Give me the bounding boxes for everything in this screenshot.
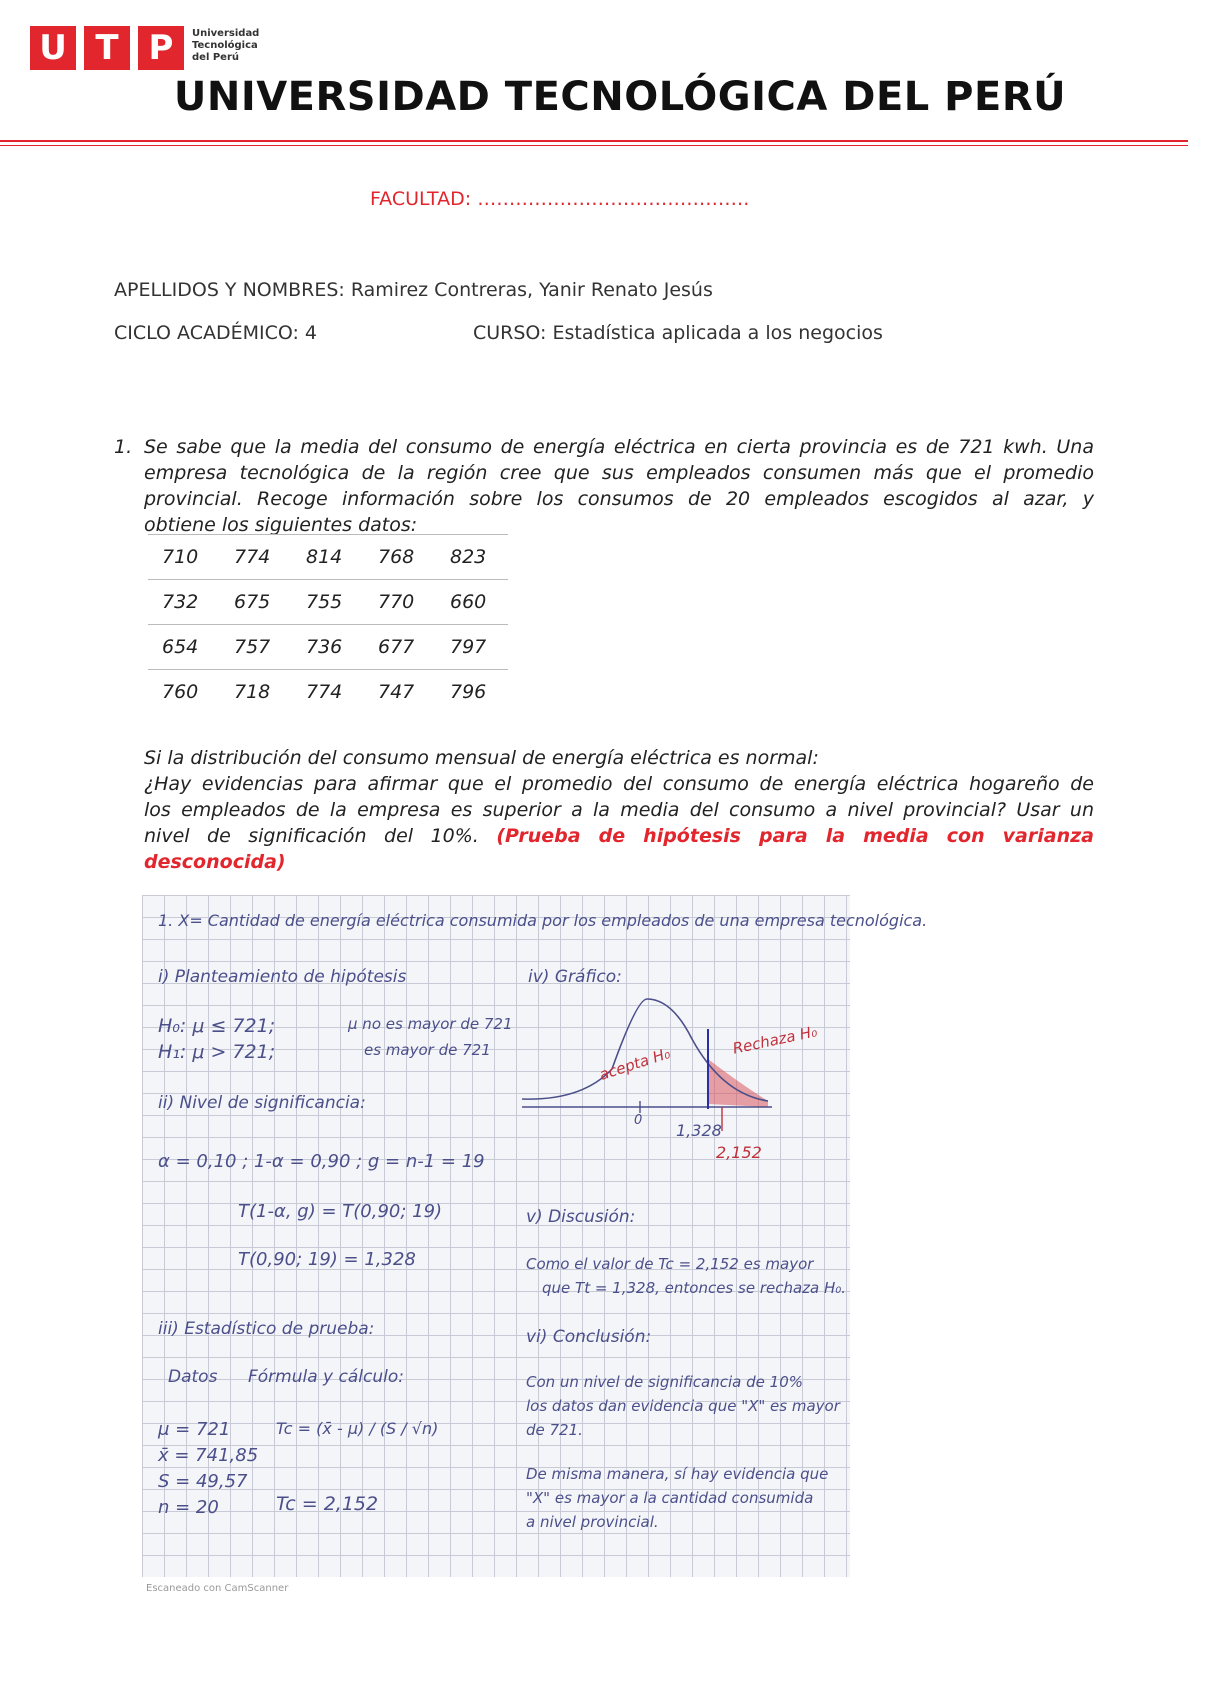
facultad-field: FACULTAD: ……………………………………. [370, 188, 750, 210]
table-cell: 796 [436, 670, 508, 715]
logo-letter-p: P [138, 26, 184, 70]
question-line: provincial. Recoge información sobre los consumos de 20 empleados escogidos al azar, y [144, 488, 1094, 510]
hw-section-5: v) Discusión: [526, 1207, 636, 1227]
hw-t-value: T(0,90; 19) = 1,328 [238, 1249, 416, 1270]
hw-zero: 0 [634, 1113, 643, 1128]
question-line: obtiene los siguientes datos: [144, 514, 418, 536]
hw-tc-mark: 2,152 [716, 1143, 762, 1162]
table-cell: 732 [148, 580, 220, 625]
scanner-footer: Escaneado con CamScanner [146, 1583, 289, 1594]
hw-section-6: vi) Conclusión: [526, 1327, 652, 1347]
hw-discussion: que Tt = 1,328, entonces se rechaza H₀. [542, 1279, 847, 1297]
table-row [148, 625, 508, 670]
hw-alpha: α = 0,10 ; 1-α = 0,90 ; g = n-1 = 19 [158, 1151, 485, 1172]
hw-section-3: iii) Estadístico de prueba: [158, 1319, 375, 1339]
hw-section-2: ii) Nivel de significancia: [158, 1093, 366, 1113]
hw-conclusion: Con un nivel de significancia de 10% [526, 1373, 803, 1391]
test-type-label-2: desconocida) [144, 851, 286, 873]
header-rule-top [0, 140, 1188, 142]
logo-letter-u: U [30, 26, 76, 70]
hw-section-4: iv) Gráfico: [528, 967, 622, 987]
hw-xbar: x̄ = 741,85 [158, 1445, 259, 1466]
table-cell: 797 [436, 625, 508, 670]
hw-title: 1. X= Cantidad de energía eléctrica consumida por los empleados de una empresa tecnológica. [158, 911, 928, 930]
table-cell: 747 [364, 670, 436, 715]
hw-h0-note: μ no es mayor de 721 [348, 1015, 513, 1033]
question-line-last: nivel de significación del 10%. (Prueba de hipótesis para la media con varianza [144, 825, 1094, 847]
table-cell: 710 [148, 535, 220, 580]
hw-crit: 1,328 [676, 1121, 722, 1140]
logo-letter-t: T [84, 26, 130, 70]
hw-conclusion: "X" es mayor a la cantidad consumida [526, 1489, 814, 1507]
hw-discussion: Como el valor de Tc = 2,152 es mayor [526, 1255, 814, 1273]
handwritten-solution-photo [142, 895, 928, 1577]
hw-h0: H₀: μ ≤ 721; [158, 1015, 276, 1037]
question-line: ¿Hay evidencias para afirmar que el promedio del consumo de energía eléctrica hogareño de [144, 773, 1094, 795]
table-cell: 677 [364, 625, 436, 670]
table-cell: 755 [292, 580, 364, 625]
hw-conclusion: los datos dan evidencia que "X" es mayor [526, 1397, 840, 1415]
hw-mu: μ = 721 [158, 1419, 231, 1440]
hw-rechaza: Rechaza H₀ [731, 1022, 819, 1058]
hw-section-1: i) Planteamiento de hipótesis [158, 967, 407, 987]
hw-datos: Datos [168, 1367, 218, 1387]
table-row [148, 670, 508, 715]
hw-conclusion: De misma manera, sí hay evidencia que [526, 1465, 829, 1483]
question-line: Se sabe que la media del consumo de energía eléctrica en cierta provincia es de 721 kwh. Una [144, 436, 1094, 458]
table-cell: 774 [220, 535, 292, 580]
hw-formula: Fórmula y cálculo: [248, 1367, 404, 1387]
table-cell: 718 [220, 670, 292, 715]
course-name: CURSO: Estadística aplicada a los negocios [473, 322, 883, 344]
hw-conclusion: de 721. [526, 1421, 583, 1439]
hw-tc-value: Tc = 2,152 [276, 1493, 379, 1515]
university-title: UNIVERSIDAD TECNOLÓGICA DEL PERÚ [173, 74, 1067, 120]
student-names: APELLIDOS Y NOMBRES: Ramirez Contreras, Yanir Renato Jesús [114, 279, 713, 301]
table-row [148, 580, 508, 625]
table-cell: 774 [292, 670, 364, 715]
question-line: empresa tecnológica de la región cree que sus empleados consumen más que el promedio [144, 462, 1094, 484]
academic-cycle: CICLO ACADÉMICO: 4 [114, 322, 318, 344]
table-cell: 736 [292, 625, 364, 670]
table-cell: 768 [364, 535, 436, 580]
hw-t-expr: T(1-α, g) = T(0,90; 19) [238, 1201, 443, 1222]
hw-conclusion: a nivel provincial. [526, 1513, 659, 1531]
question-line: Si la distribución del consumo mensual de energía eléctrica es normal: [144, 747, 819, 769]
normal-curve-graph [522, 989, 822, 1139]
header-rule-bottom [0, 145, 1188, 146]
hw-acepta: acepta H₀ [597, 1044, 673, 1084]
logo-subtitle: Universidad Tecnológica del Perú [192, 28, 260, 63]
hw-n: n = 20 [158, 1497, 219, 1518]
question-line: los empleados de la empresa es superior a la media del consumo a nivel provincial? Usar un [144, 799, 1094, 821]
table-cell: 757 [220, 625, 292, 670]
data-table [148, 534, 508, 714]
test-type-label: (Prueba de hipótesis para la media con varianza [496, 825, 1094, 847]
hw-s: S = 49,57 [158, 1471, 248, 1492]
question-number: 1. [114, 436, 133, 458]
hw-h1: H₁: μ > 721; [158, 1041, 276, 1063]
utp-logo [30, 26, 260, 72]
table-cell: 770 [364, 580, 436, 625]
table-cell: 660 [436, 580, 508, 625]
table-cell: 654 [148, 625, 220, 670]
table-cell: 675 [220, 580, 292, 625]
table-cell: 823 [436, 535, 508, 580]
table-cell: 760 [148, 670, 220, 715]
hw-tc-formula: Tc = (x̄ - μ) / (S / √n) [276, 1419, 439, 1438]
question-follow-text [144, 745, 1094, 875]
question-text [144, 434, 1094, 538]
table-row [148, 535, 508, 580]
hw-h1-note: es mayor de 721 [364, 1041, 491, 1059]
table-cell: 814 [292, 535, 364, 580]
